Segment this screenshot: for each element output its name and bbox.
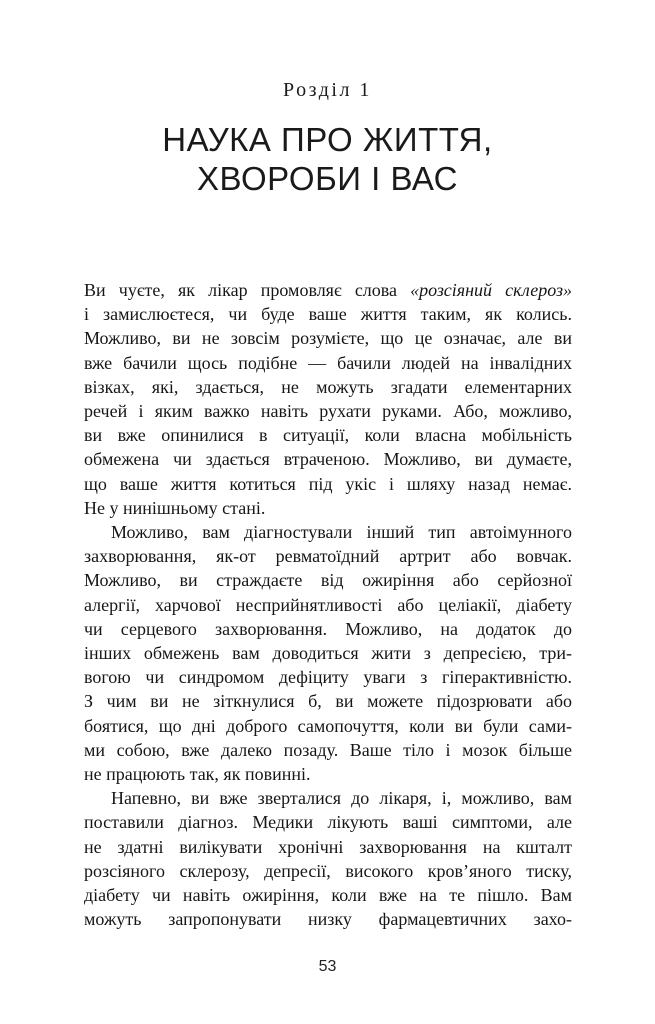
chapter-label: Розділ 1 [283,79,372,101]
text-line [84,714,572,738]
text-line [84,568,572,592]
chapter-title-line-1: НАУКА ПРО ЖИТТЯ, [162,121,493,158]
text-line [84,278,572,302]
text-segment: обмежена чи здається втраченою. Можливо, ви думаєте, [84,449,572,470]
text-segment: ви вже опинилися в ситуації, коли власна мобільність [84,425,572,446]
text-line [84,302,572,326]
text-line [84,520,572,544]
text-line [84,883,572,907]
text-line [84,326,572,350]
text-segment: чи серцевого захворювання. Можливо, на додаток до [84,618,572,639]
body-text [84,278,572,931]
text-segment: візках, які, здається, не можуть згадати елементарних [84,376,572,397]
text-segment: інших обмежень вам доводиться жити з депресією, три- [84,643,572,664]
text-line [84,399,572,423]
text-line [84,738,572,762]
text-line [84,617,572,641]
text-line [84,762,572,786]
text-segment: речей і яким важко навіть рухати руками. Або, можливо, [84,401,572,422]
text-segment: боятися, що дні доброго самопочуття, коли ви були сами- [84,715,572,736]
text-segment: і замислюєтеся, чи буде ваше життя таким, як колись. [84,304,572,325]
text-segment: Можливо, ви страждаєте від ожиріння або серйозної [84,570,572,591]
text-line [84,907,572,931]
text-segment: ми собою, вже далеко позаду. Ваше тіло і мозок більше [84,739,572,760]
text-segment: З чим ви не зіткнулися б, ви можете підозрювати або [84,691,572,712]
text-segment: розсіяного склерозу, депресії, високого кров’яного тиску, [84,860,572,881]
text-line [84,641,572,665]
text-segment: вогою чи синдромом дефіциту уваги з гіперактивністю. [84,667,572,688]
chapter-title-line-2: ХВОРОБИ І ВАС [197,160,458,197]
text-line [84,447,572,471]
page-number: 53 [318,958,337,975]
text-segment: поставили діагноз. Медики лікують ваші симптоми, але [84,812,572,833]
text-line [84,810,572,834]
text-segment: Не у нинішньому стані. [84,497,266,518]
text-segment: Можливо, вам діагностували інший тип автоімунного [111,522,572,543]
text-line [84,423,572,447]
text-segment: діабету чи навіть ожиріння, коли вже на те пішло. Вам [84,885,572,906]
text-line [84,835,572,859]
text-line [84,544,572,568]
text-segment: алергії, харчової несприйнятливості або целіакії, діабету [84,594,572,615]
text-segment: не працюють так, як повинні. [84,764,311,785]
text-segment: можуть запропонувати низку фармацевтичних захо- [84,909,572,930]
text-line [84,859,572,883]
text-line [84,351,572,375]
text-line [84,665,572,689]
text-line [84,786,572,810]
italic-phrase: «розсіяний склероз» [410,280,572,300]
text-segment: Напевно, ви вже зверталися до лікаря, і, можливо, вам [111,788,572,809]
chapter-title [0,120,655,198]
text-segment: захворювання, як-от ревматоїдний артрит або вовчак. [84,546,572,567]
text-segment: не здатні вилікувати хронічні захворювання на кшталт [84,836,572,857]
text-segment: Ви чуєте, як лікар промовляє слова [84,280,411,300]
text-segment: Можливо, ви не зовсім розумієте, що це означає, але ви [84,328,572,349]
text-segment: що ваше життя котиться під укіс і шляху назад немає. [84,473,572,494]
text-segment: вже бачили щось подібне — бачили людей на інвалідних [84,352,572,373]
text-line [84,472,572,496]
text-line [84,593,572,617]
text-line [84,496,572,520]
text-line [84,375,572,399]
text-line [84,689,572,713]
